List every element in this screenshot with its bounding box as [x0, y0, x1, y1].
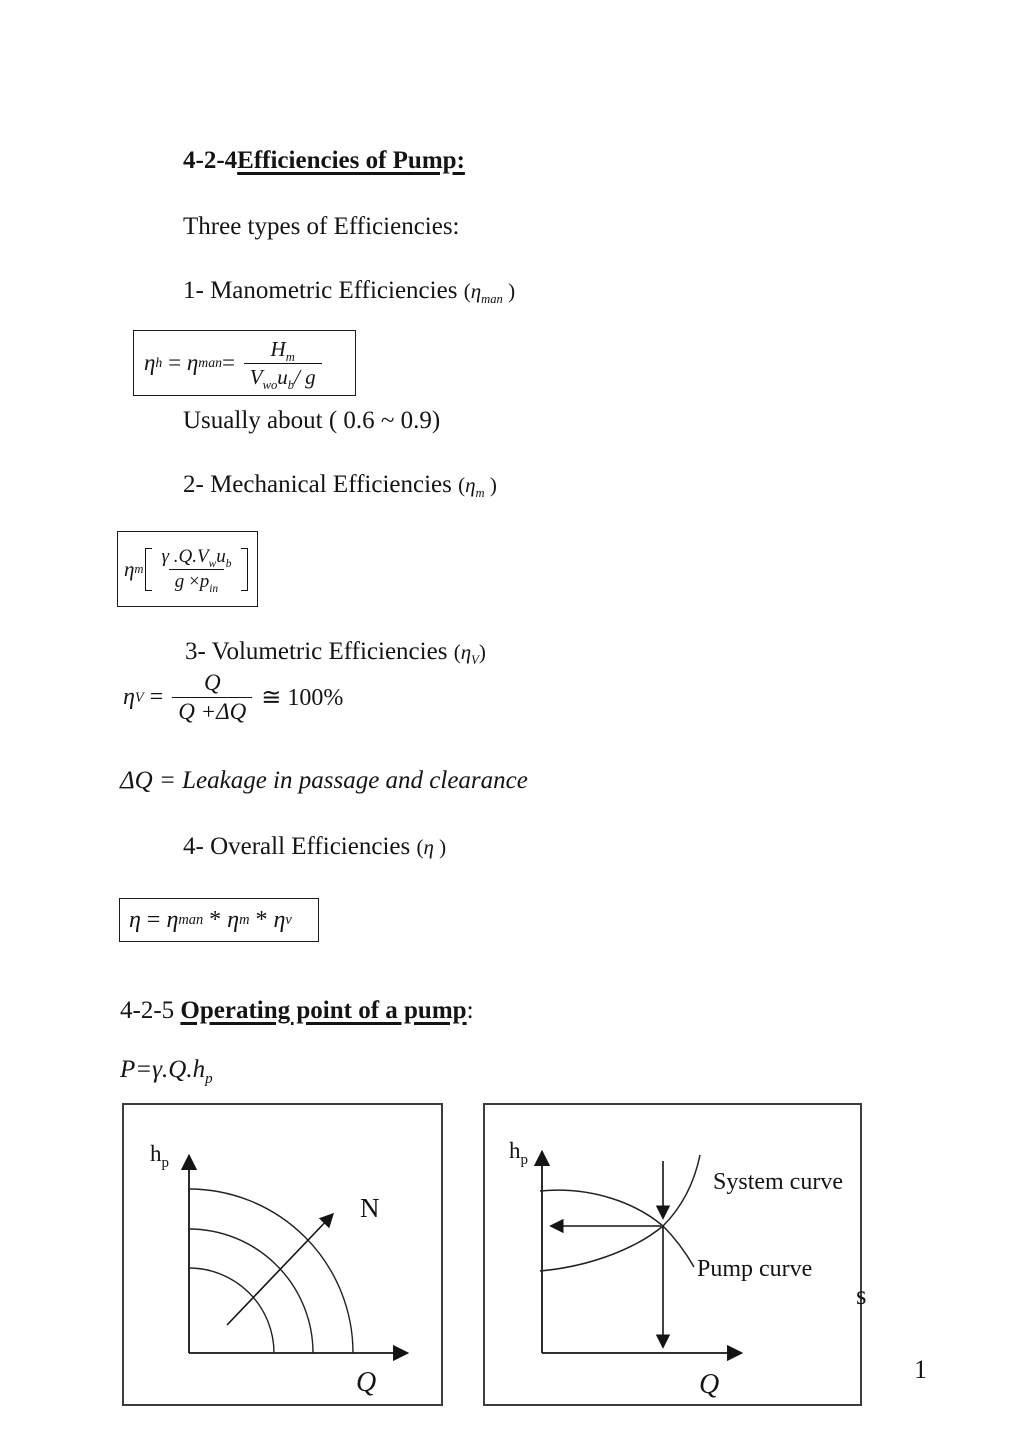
eta-m: η [227, 906, 240, 933]
item-volumetric-text: 3- Volumetric Efficiencies [185, 638, 454, 665]
item-manometric-text: 1- Manometric Efficiencies [183, 277, 464, 304]
left-bracket [145, 548, 152, 591]
heading-4-2-5-title: Operating point of a pump [180, 997, 467, 1024]
flow-symbol: Q [203, 670, 221, 695]
page-number: 1 [914, 1355, 927, 1384]
eta-v-symbol: η [460, 640, 472, 664]
paren-close: ) [478, 640, 486, 664]
formula-box-mechanical: η m $\frac{\gamma .Q.V_wu_b}{g \times p_{in}}$ [117, 531, 258, 607]
item-overall [183, 832, 446, 862]
paren-open: ( [463, 279, 471, 303]
paren-close: ) [433, 835, 447, 859]
eta-man: η [166, 906, 179, 933]
speed-direction-arrow [227, 1215, 332, 1325]
formula-box-manometric: η h = η man = $\frac{H_m}{V_{wo}u_b/ g}$ [133, 330, 356, 396]
eta-v: η [273, 906, 286, 933]
power-lhs: P= [120, 1056, 153, 1083]
formula-volumetric: η V = $\frac{Q}{Q +\Delta Q}$ ≅ 100% [123, 670, 344, 724]
u-symbol: u [216, 545, 226, 567]
equals-2: = [222, 350, 241, 375]
head-symbol: H [270, 336, 286, 361]
blade-speed-symbol: u [277, 364, 288, 389]
head-sub: p [205, 1071, 213, 1087]
over-g: / g [294, 364, 316, 389]
paren-close: ) [502, 279, 516, 303]
heading-4-2-4-title: Efficiencies of Pump: [237, 147, 465, 174]
pump-speed-curves-svg [124, 1105, 441, 1404]
speed-curve-inner [189, 1268, 274, 1353]
eta-man-symbol: η [470, 279, 482, 303]
eta-man-subscript: man [481, 292, 503, 307]
usually-note: Usually about ( 0.6 ~ 0.9) [183, 407, 441, 434]
eta-m-subscript: m [475, 486, 485, 501]
pump-curve-label: Pump curve [697, 1256, 813, 1282]
item-overall-text: 4- Overall Efficiencies [183, 833, 417, 860]
paren-open: ( [416, 835, 424, 859]
eta: η [129, 906, 141, 933]
heading-4-2-4 [183, 146, 465, 176]
formula-box-overall: η = η man * η m * η v [119, 898, 319, 942]
y-axis-label: $h_p$ [150, 1141, 169, 1171]
power-formula [120, 1055, 213, 1085]
gamma-symbol: γ [161, 545, 170, 567]
leakage-note: ΔQ = Leakage in passage and clearance [120, 767, 528, 794]
velocity-symbol: V [249, 364, 263, 389]
equals: = [140, 906, 167, 933]
equals-1: = [162, 350, 187, 375]
star-1: * [203, 906, 228, 933]
star-2: * [249, 906, 274, 933]
eta-v-subscript: V [471, 653, 479, 668]
speed-label: N [360, 1193, 380, 1223]
manometric-fraction [244, 337, 322, 390]
approx-100: ≅ 100% [255, 685, 344, 711]
gamma-symbol: γ [152, 1056, 163, 1083]
volumetric-fraction [172, 670, 252, 725]
times-sign: × [189, 570, 200, 592]
heading-4-2-5-colon: : [466, 997, 474, 1024]
blade-speed-sub: b [287, 377, 295, 392]
x-axis-label: Q [699, 1369, 720, 1400]
heading-4-2-5 [120, 996, 474, 1026]
system-curve [540, 1155, 700, 1271]
stray-letter: s [856, 1280, 867, 1310]
eta-V: η [123, 684, 135, 710]
heading-4-2-5-number: 4-2-5 [120, 997, 181, 1024]
figure-operating-point [483, 1103, 862, 1406]
power-mid: .Q. [162, 1056, 193, 1083]
g-symbol: g [174, 570, 190, 592]
y-axis-label: $h_p$ [509, 1138, 528, 1168]
figure-pump-speed-curves [122, 1103, 443, 1406]
paren-close: ) [484, 473, 497, 497]
paren-open: ( [458, 473, 466, 497]
paren-open: ( [453, 640, 461, 664]
eta-man: η [186, 350, 199, 375]
head-sub: m [285, 349, 295, 364]
pump-curve [540, 1190, 694, 1267]
p-symbol: p [199, 570, 210, 592]
eta-symbol: η [423, 835, 434, 859]
right-bracket [241, 548, 248, 591]
intro-line: Three types of Efficiencies: [183, 213, 460, 240]
equals: = [143, 684, 170, 710]
v-sub: w [208, 557, 217, 570]
x-axis-label: Q [356, 1367, 377, 1398]
mechanical-fraction [156, 546, 238, 593]
eta-m: η [124, 556, 135, 581]
item-manometric [183, 276, 515, 306]
eta-m-symbol: η [465, 473, 476, 497]
eta-h: η [144, 350, 156, 375]
p-sub: in [209, 582, 219, 595]
item-mechanical [183, 470, 497, 500]
heading-4-2-4-number: 4-2-4 [183, 147, 238, 174]
u-sub: b [225, 557, 232, 570]
head-symbol: h [192, 1056, 206, 1083]
system-curve-label: System curve [713, 1169, 843, 1195]
operating-point-svg [485, 1105, 860, 1404]
q-v-symbols: .Q.V [169, 545, 209, 567]
flow-plus-leakage: Q +ΔQ [178, 699, 247, 724]
speed-curve-middle [189, 1229, 313, 1353]
item-volumetric [185, 637, 486, 667]
velocity-sub: wo [262, 377, 278, 392]
item-mechanical-text: 2- Mechanical Efficiencies [183, 471, 459, 498]
